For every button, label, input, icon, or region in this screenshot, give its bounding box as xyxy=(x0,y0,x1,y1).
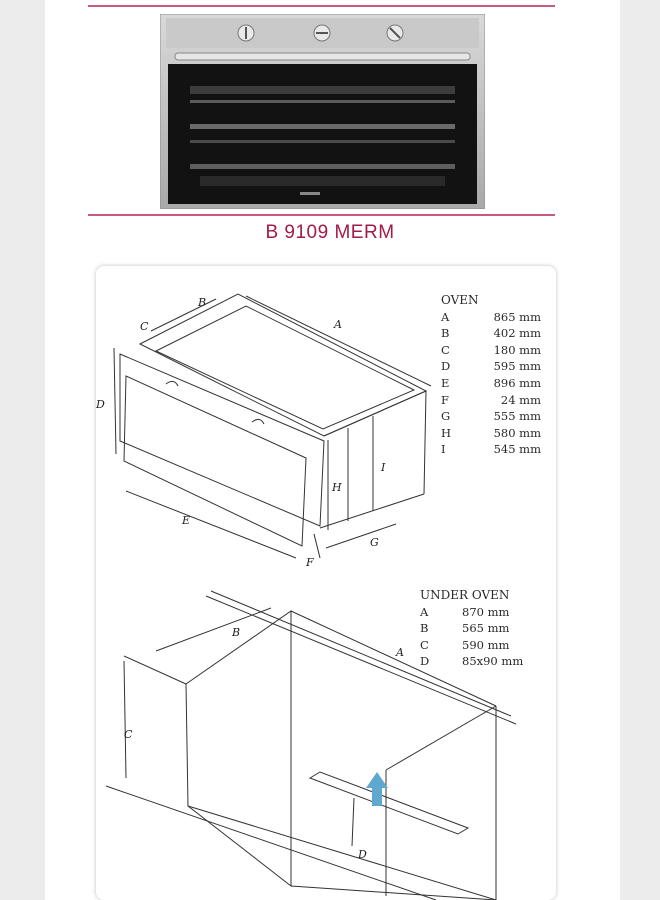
oven-photo xyxy=(160,14,485,209)
control-knob-left xyxy=(238,25,254,41)
oven-label-c: C xyxy=(140,320,149,333)
under-label-b: B xyxy=(232,626,241,639)
oven-drawing xyxy=(114,294,431,558)
under-label-a: A xyxy=(396,646,404,659)
table-row: A 865 mm xyxy=(441,309,541,324)
under-label-c: C xyxy=(124,728,133,741)
oven-label-h: H xyxy=(332,481,342,494)
oven-dimensions-table xyxy=(441,292,541,458)
table-row: B 565 mm xyxy=(420,621,510,636)
table-row: B 402 mm xyxy=(441,326,541,341)
control-knob-center xyxy=(314,25,330,41)
right-margin xyxy=(620,0,660,900)
oven-label-d: D xyxy=(96,398,105,411)
middle-divider xyxy=(88,214,555,216)
under-oven-dimensions-table xyxy=(420,587,552,670)
oven-label-f: F xyxy=(306,556,314,569)
oven-label-e: E xyxy=(182,514,191,527)
table-row: E 896 mm xyxy=(441,375,541,390)
table-row: H 580 mm xyxy=(441,425,541,440)
table-row: F 24 mm xyxy=(441,392,541,407)
oven-label-g: G xyxy=(370,536,379,549)
table-row: D 595 mm xyxy=(441,359,541,374)
top-divider xyxy=(88,5,555,7)
oven-label-b: B xyxy=(198,296,207,309)
oven-label-i: I xyxy=(381,461,386,474)
model-number: B 9109 MERM xyxy=(265,222,395,243)
left-margin xyxy=(0,0,45,900)
under-label-d: D xyxy=(358,848,367,861)
control-knob-right xyxy=(387,25,403,41)
oven-table-title: OVEN xyxy=(441,293,479,307)
oven-label-a: A xyxy=(334,318,342,331)
brand-logo xyxy=(300,192,320,195)
table-row: A 870 mm xyxy=(420,604,510,619)
under-oven-table-title: UNDER OVEN xyxy=(420,588,510,602)
table-row: D 85x90 mm xyxy=(420,654,524,669)
table-row: C 180 mm xyxy=(441,342,541,357)
table-row: I 545 mm xyxy=(441,442,541,457)
table-row: C 590 mm xyxy=(420,637,510,652)
table-row: G 555 mm xyxy=(441,409,541,424)
